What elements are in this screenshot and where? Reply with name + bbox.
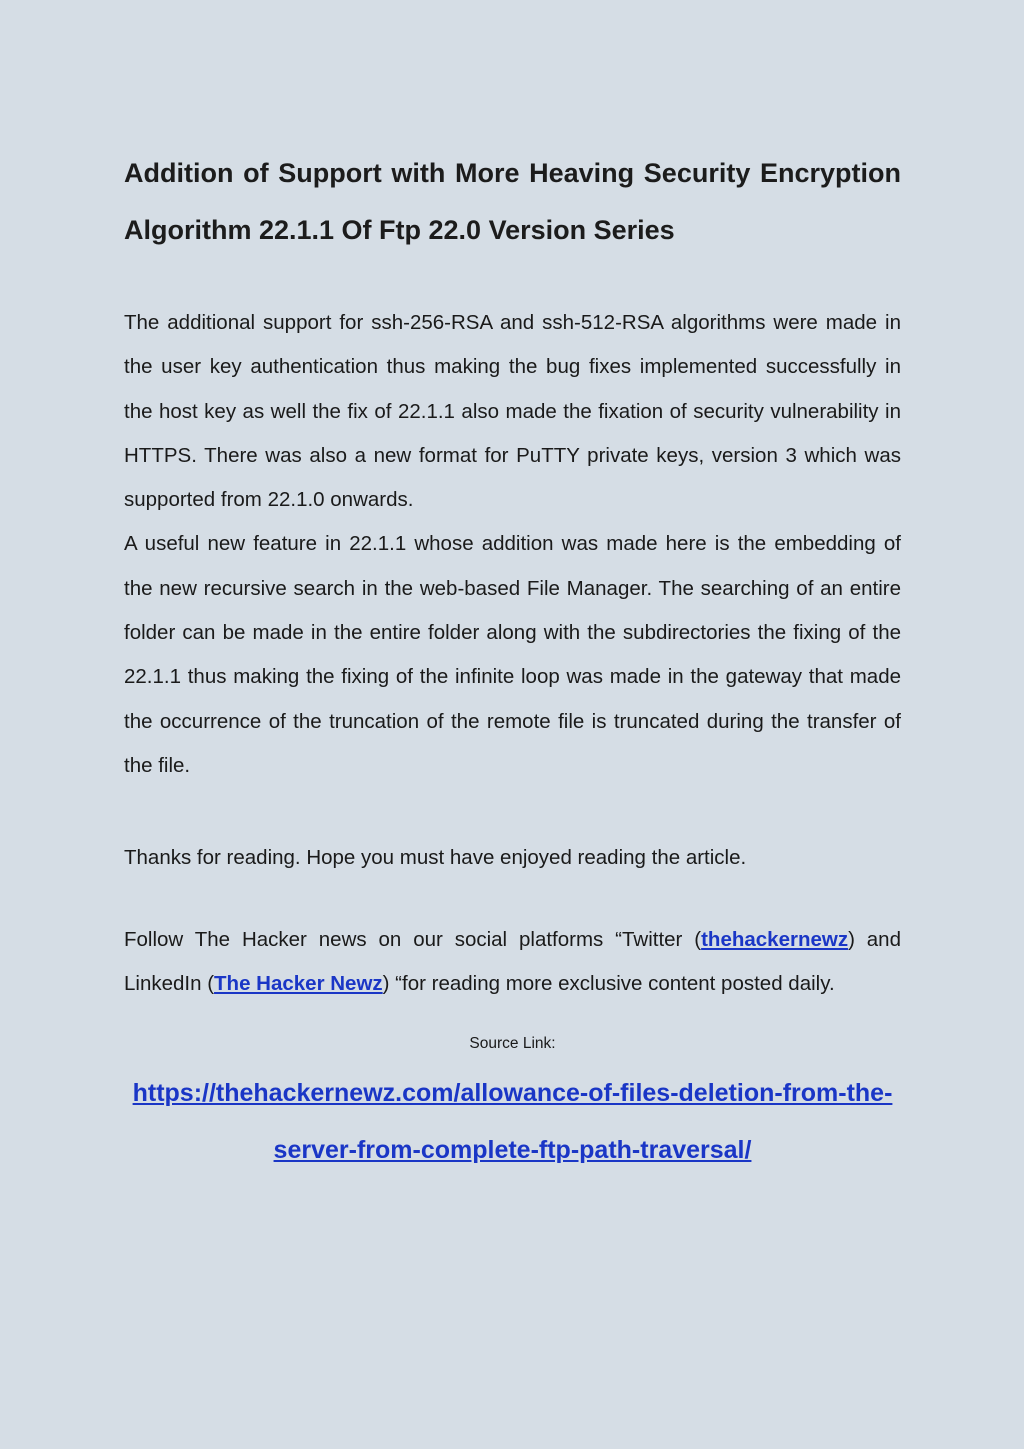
article-title — [124, 145, 901, 259]
article-title-line1: Addition of Support with More Heaving Security Encryption — [124, 158, 901, 188]
source-link[interactable] — [133, 1065, 893, 1179]
paragraph-ssh-support: The additional support for ssh-256-RSA and ssh-512-RSA algorithms were made in the user key authentication thus making the bug fixes implemented successfully in the host key as well the fix of 22.1.1 also made the fixation of security vulnerability in HTTPS. There was also a new format for PuTTY private keys, version 3 which was supported from 22.1.0 onwards. — [124, 311, 901, 512]
paragraph-recursive-search: A useful new feature in 22.1.1 whose addition was made here is the embedding of the new recursive search in the web-based File Manager. The searching of an entire folder can be made in the entire folder along with the subdirectories the fixing of the 22.1.1 thus making the fixing of the infinite loop was made in the gateway that made the occurrence of the truncation of the remote file is truncated during the transfer of the file. — [124, 532, 901, 777]
article-title-line2: Algorithm 22.1.1 Of Ftp 22.0 Version Series — [124, 215, 675, 245]
twitter-link[interactable]: thehackernewz — [701, 927, 849, 951]
source-link-line2: server-from-complete-ftp-path-traversal/ — [273, 1136, 752, 1165]
source-link-line1: https://thehackernewz.com/allowance-of-files-deletion-from-the- — [132, 1079, 893, 1108]
source-label: Source Link: — [469, 1035, 556, 1053]
follow-text-part2: ) and LinkedIn ( — [124, 927, 901, 995]
document-page — [124, 145, 901, 1179]
follow-text-part1: Follow The Hacker news on our social platforms “Twitter ( — [124, 927, 702, 951]
linkedin-link[interactable]: The Hacker Newz — [214, 971, 383, 995]
follow-text — [124, 918, 901, 1007]
thanks-text: Thanks for reading. Hope you must have enjoyed reading the article. — [124, 846, 747, 870]
follow-text-part3: ) “for reading more exclusive content posted daily. — [382, 971, 835, 995]
